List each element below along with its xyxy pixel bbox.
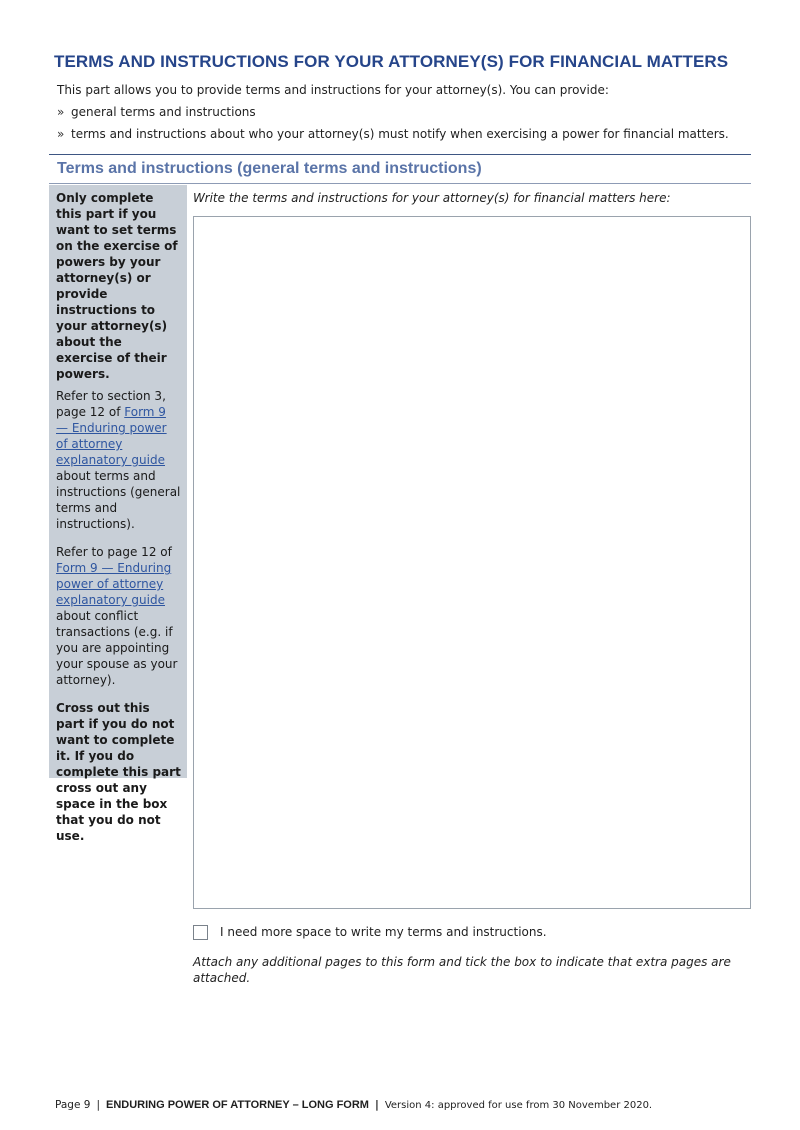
bullet-text: general terms and instructions	[71, 105, 256, 119]
more-space-checkbox[interactable]	[193, 925, 208, 940]
sidebar-reference-section-3	[56, 388, 181, 532]
document-title: ENDURING POWER OF ATTORNEY – LONG FORM	[105, 1099, 369, 1111]
attach-note: Attach any additional pages to this form and tick the box to indicate that extra pages are attached.	[193, 955, 731, 985]
footer-separator: |	[374, 1099, 379, 1111]
ref2-after: about conflict transactions (e.g. if you are appointing your spouse as your attorney).	[56, 609, 178, 687]
intro-text: This part allows you to provide terms and instructions for your attorney(s). You can provide:	[57, 83, 609, 97]
guidance-sidebar	[49, 185, 187, 843]
version-note: Version 4: approved for use from 30 November 2020.	[384, 1100, 653, 1111]
sidebar-cross-out-note: Cross out this part if you do not want to complete it. If you do complete this part cross out any space in the box that you do not use.	[56, 701, 181, 843]
ref1-before: Refer to section 3, page 12 of	[56, 389, 166, 419]
sidebar-intro: Only complete this part if you want to set terms on the exercise of powers by your attorney(s) or provide instructions to your attorney(s) about the exercise of their powers.	[56, 191, 178, 381]
footer-separator: |	[96, 1099, 100, 1111]
section-divider-bottom	[49, 183, 751, 184]
terms-text-area[interactable]	[193, 216, 751, 909]
section-heading: Terms and instructions (general terms and instructions)	[57, 160, 482, 177]
page-footer	[55, 1099, 755, 1111]
sidebar-reference-conflict	[56, 544, 181, 688]
ref1-after: about terms and instructions (general terms and instructions).	[56, 469, 181, 531]
bullet-marker: »	[57, 105, 65, 119]
more-space-option[interactable]	[193, 923, 753, 941]
bullet-marker: »	[57, 127, 65, 141]
bullet-list	[57, 104, 757, 148]
page-title: TERMS AND INSTRUCTIONS FOR YOUR ATTORNEY(S) FOR FINANCIAL MATTERS	[54, 52, 729, 71]
explanatory-guide-link[interactable]: Form 9 — Enduring power of attorney explanatory guide	[56, 405, 167, 467]
more-space-label: I need more space to write my terms and instructions.	[220, 925, 547, 939]
explanatory-guide-link-2[interactable]: Form 9 — Enduring power of attorney explanatory guide	[56, 561, 172, 607]
bullet-item	[57, 104, 757, 120]
page-number: Page 9	[55, 1099, 91, 1111]
bullet-item	[57, 126, 757, 142]
section-divider-top	[49, 154, 751, 155]
bullet-text: terms and instructions about who your attorney(s) must notify when exercising a power for financial matters.	[71, 127, 729, 141]
write-instruction: Write the terms and instructions for your attorney(s) for financial matters here:	[193, 191, 671, 205]
ref2-before: Refer to page 12 of	[56, 545, 172, 559]
